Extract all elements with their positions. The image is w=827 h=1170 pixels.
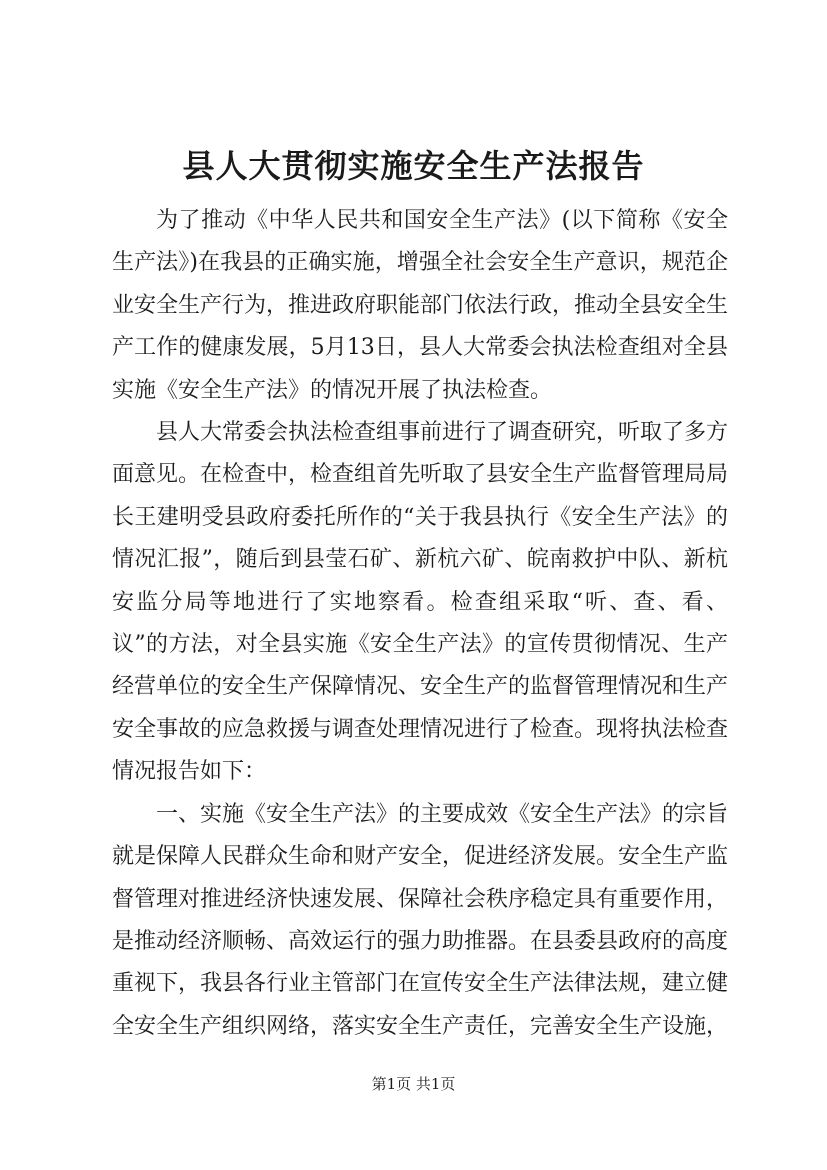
paragraph-intro: 为了推动《中华人民共和国安全生产法》(以下简称《安全生产法》)在我县的正确实施，增强全社会安全生产意识，规范企业安全生产行为，推进政府职能部门依法行政，推动全县安全生产工作的健康发展，5月13日，县人大常委会执法检查组对全县实施《安全生产法》的情况开展了执法检查。 <box>112 208 729 403</box>
document-body <box>112 200 728 1048</box>
paragraph-inspection: 县人大常委会执法检查组事前进行了调查研究，听取了多方面意见。在检查中，检查组首先听取了县安全生产监督管理局局长王建明受县政府委托所作的“关于我县执行《安全生产法》的情况汇报”，随后到县莹石矿、新杭六矿、皖南救护中队、新杭安监分局等地进行了实地察看。检查组采取“听、查、看、议”的方法，对全县实施《安全生产法》的宣传贯彻情况、生产经营单位的安全生产保障情况、安全生产的监督管理情况和生产安全事故的应急救援与调查处理情况进行了检查。现将执法检查情况报告如下： <box>112 420 729 785</box>
page-total: 共1页 <box>415 1075 456 1093</box>
paragraph-achievements: 一、实施《安全生产法》的主要成效《安全生产法》的宗旨就是保障人民群众生命和财产安全，促进经济发展。安全生产监督管理对推进经济快速发展、保障社会秩序稳定具有重要作用，是推动经济顺畅、高效运行的强力助推器。在县委县政府的高度重视下，我县各行业主管部门在宣传安全生产法律法规，建立健全安全生产组织网络，落实安全生产责任，完善安全生产设施， <box>112 801 729 1039</box>
page-number: 第1页 <box>371 1075 412 1093</box>
page-footer <box>0 1073 827 1095</box>
document-title: 县人大贯彻实施安全生产法报告 <box>182 147 645 185</box>
